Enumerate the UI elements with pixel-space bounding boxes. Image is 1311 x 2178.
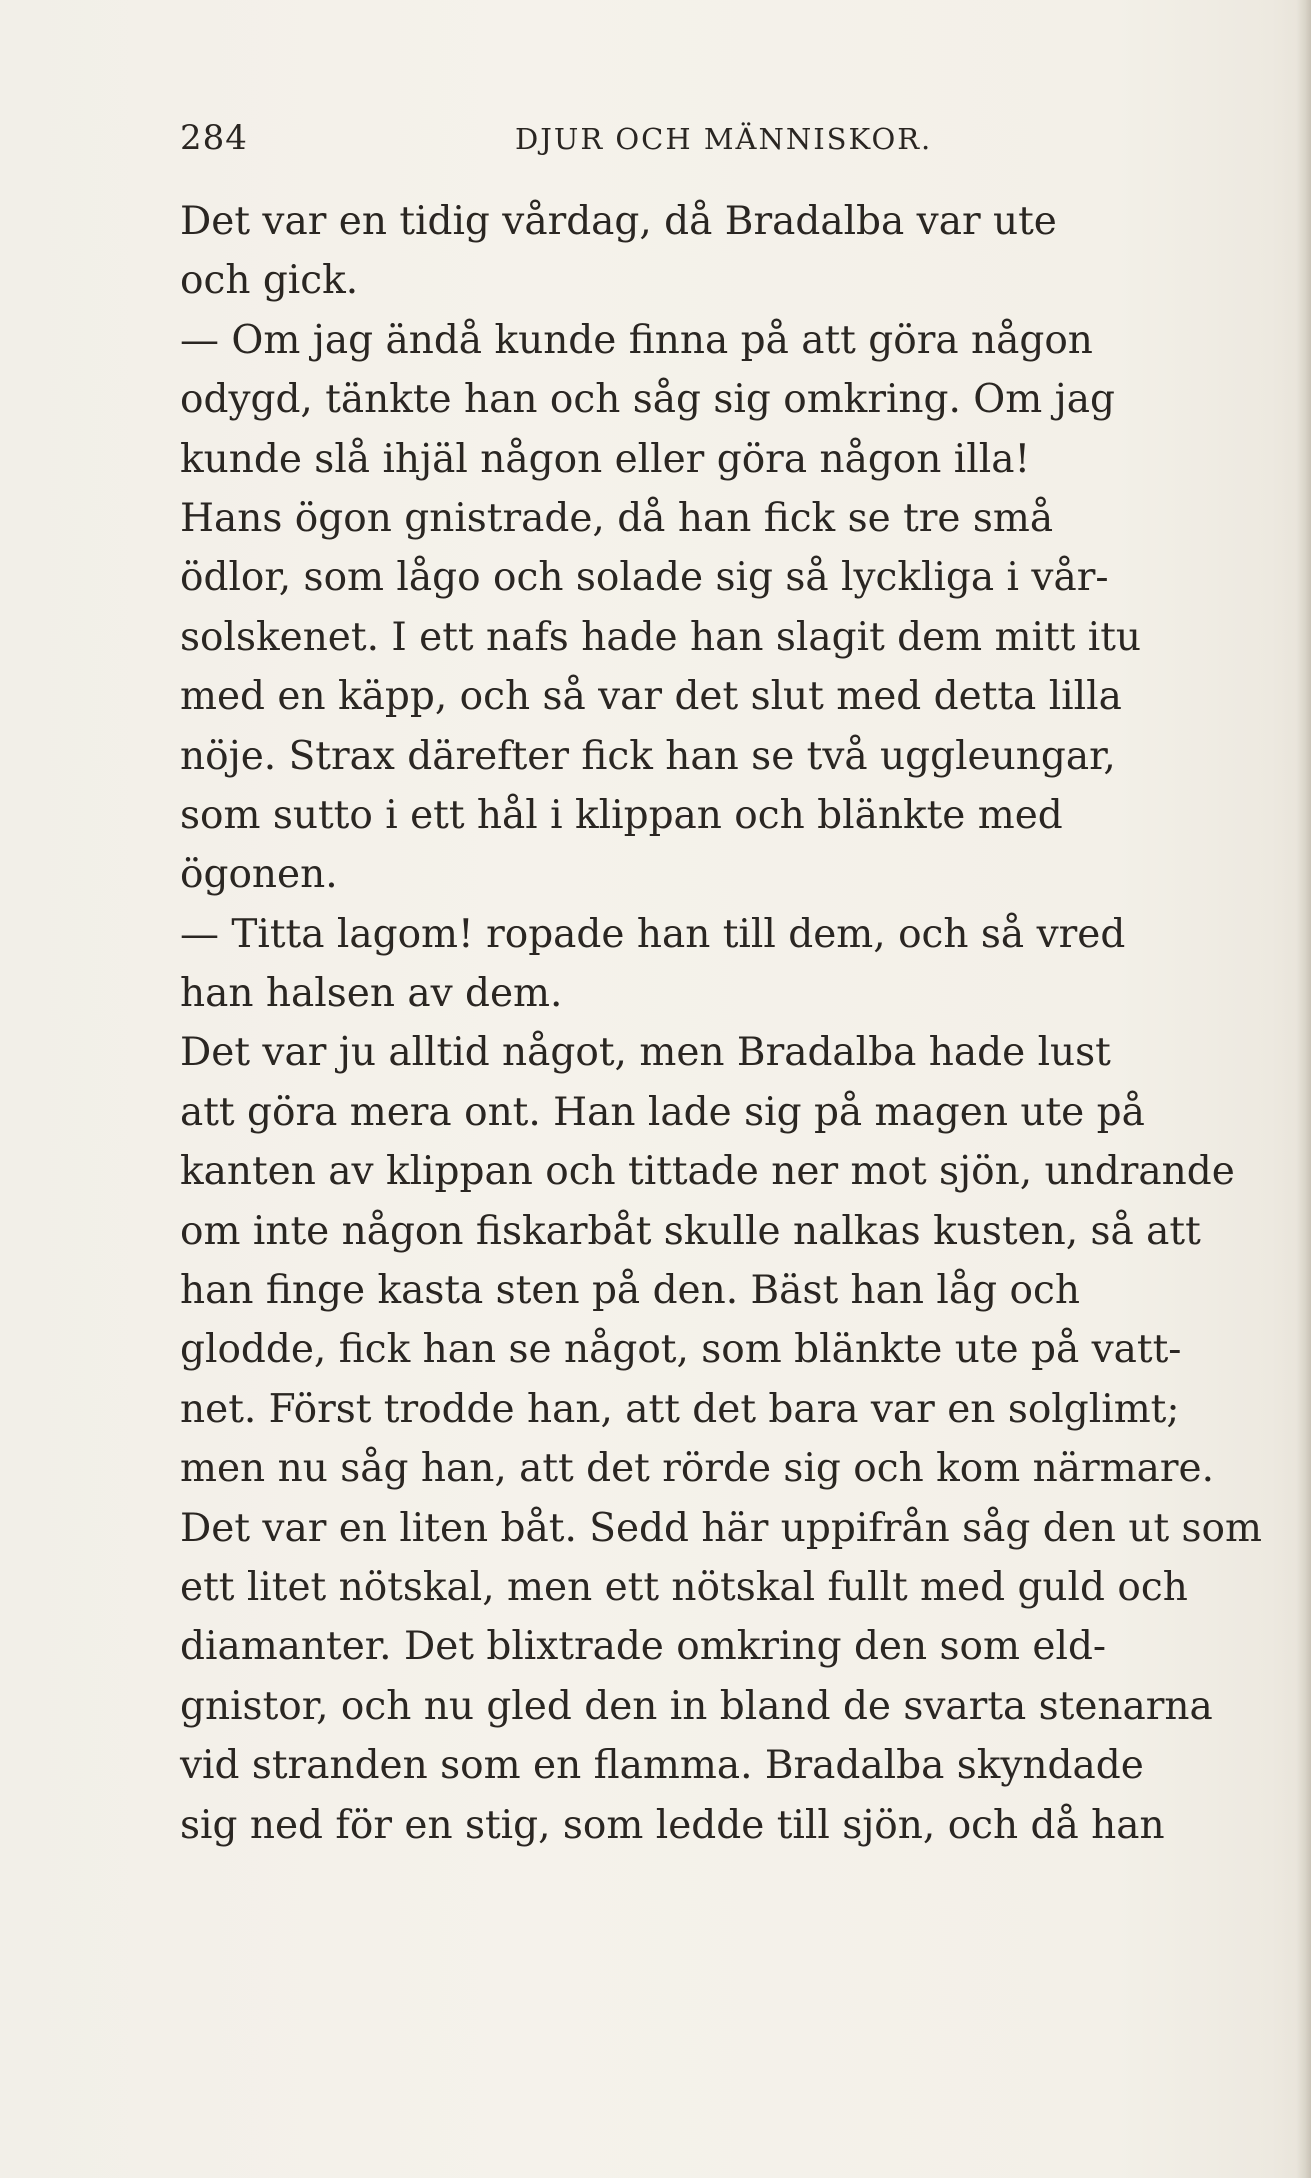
text-line: ödlor, som lågo och solade sig så lyckliga i vår- (180, 555, 1109, 601)
running-title: DJUR OCH MÄNNISKOR. (515, 122, 933, 156)
text-line: kanten av klippan och tittade ner mot sjön, undrande (180, 1149, 1235, 1195)
text-line: om inte någon fiskarbåt skulle nalkas kusten, så att (180, 1208, 1201, 1254)
text-line: Det var ju alltid något, men Bradalba hade lust (180, 1030, 1111, 1076)
text-line: glodde, fick han se något, som blänkte ute på vatt- (180, 1327, 1182, 1373)
text-line: som sutto i ett hål i klippan och blänkte med (180, 792, 1063, 838)
text-line: net. Först trodde han, att det bara var en solglimt; (180, 1386, 1180, 1432)
text-line: att göra mera ont. Han lade sig på magen ute på (180, 1089, 1145, 1135)
text-line: vid stranden som en flamma. Bradalba skyndade (180, 1743, 1144, 1789)
text-line: gnistor, och nu gled den in bland de svarta stenarna (180, 1683, 1213, 1729)
text-line: nöje. Strax därefter fick han se två uggleungar, (180, 733, 1116, 779)
body-text (180, 192, 1300, 1855)
text-line: — Titta lagom! ropade han till dem, och så vred (180, 911, 1126, 957)
text-line: sig ned för en stig, som ledde till sjön, och då han (180, 1802, 1165, 1848)
text-line: men nu såg han, att det rörde sig och kom närmare. (180, 1446, 1214, 1492)
text-line: odygd, tänkte han och såg sig omkring. Om jag (180, 377, 1115, 423)
text-line: ett litet nötskal, men ett nötskal fullt med guld och (180, 1564, 1188, 1610)
page-number: 284 (180, 118, 248, 158)
text-line: diamanter. Det blixtrade omkring den som eld- (180, 1624, 1107, 1670)
text-line: och gick. (180, 258, 359, 304)
text-line: han finge kasta sten på den. Bäst han låg och (180, 1268, 1080, 1314)
text-line: Det var en tidig vårdag, då Bradalba var ute (180, 199, 1057, 244)
running-head (180, 118, 1300, 168)
text-line: ögonen. (180, 852, 338, 898)
text-line: Hans ögon gnistrade, då han fick se tre små (180, 495, 1054, 541)
text-line: Det var en liten båt. Sedd här uppifrån såg den ut som (180, 1505, 1262, 1551)
text-line: — Om jag ändå kunde finna på att göra någon (180, 317, 1093, 363)
text-line: kunde slå ihjäl någon eller göra någon illa! (180, 436, 1031, 482)
text-line: med en käpp, och så var det slut med detta lilla (180, 674, 1122, 720)
text-line: han halsen av dem. (180, 971, 563, 1017)
text-line: solskenet. I ett nafs hade han slagit dem mitt itu (180, 614, 1142, 660)
